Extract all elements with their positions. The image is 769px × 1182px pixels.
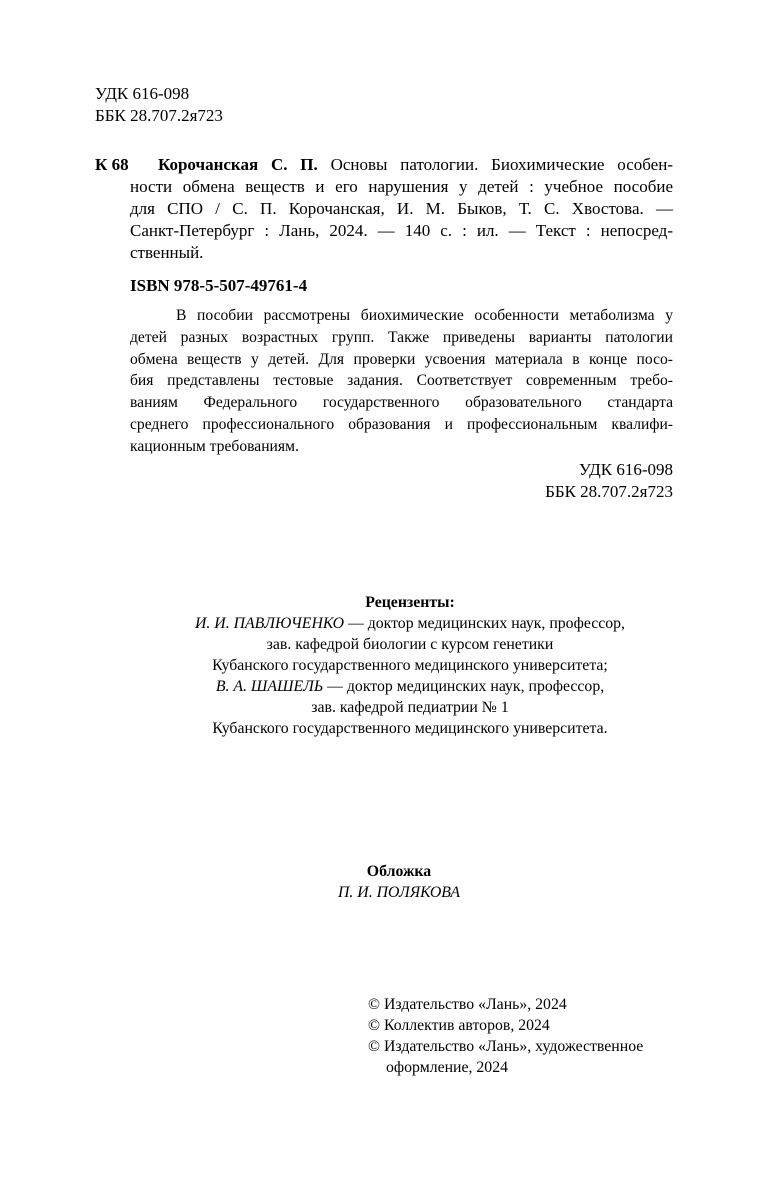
header-udk: УДК 616-098 (95, 84, 190, 103)
copyright-block (368, 994, 643, 1078)
reviewer-2-name: В. А. ШАШЕЛЬ (215, 678, 324, 695)
copyright-line: © Коллектив авторов, 2024 (368, 1017, 550, 1034)
footer-udk: УДК 616-098 (578, 460, 673, 479)
footer-bbk: ББК 28.707.2я723 (545, 482, 673, 501)
reviewer-1-name: И. И. ПАВЛЮЧЕНКО (194, 615, 345, 632)
cover-title: Обложка (366, 863, 432, 880)
cover-block (100, 861, 698, 903)
reviewers-block (100, 592, 720, 739)
reviewer-2-title: — доктор медицинских наук, профессор, (323, 678, 605, 695)
entry-line-1-rest: Основы патологии. Биохимические особен- (317, 155, 673, 174)
copyright-line: © Издательство «Лань», 2024 (368, 996, 567, 1013)
copyright-line: оформление, 2024 (386, 1059, 508, 1076)
annotation-line: ваниям Федерального государственного образовательного стандарта (130, 394, 673, 412)
entry-line-4: Санкт-Петербург : Лань, 2024. — 140 с. : ил. — Текст : непосред- (130, 221, 673, 240)
annotation-line: кационным требованиям. (130, 437, 299, 455)
reviewer-1-line-1 (100, 613, 720, 634)
annotation-line: детей разных возрастных групп. Также приведены варианты патологии (130, 328, 673, 346)
reviewers-title: Рецензенты: (365, 594, 455, 611)
entry-block (158, 154, 673, 176)
entry-line-1 (158, 154, 673, 176)
entry-line-2: ности обмена веществ и его нарушения у детей : учебное пособие (130, 177, 673, 196)
annotation-line: обмена веществ у детей. Для проверки усвоения материала в конце посо- (130, 350, 673, 368)
entry-line-5: ственный. (130, 243, 204, 262)
cover-designer: П. И. ПОЛЯКОВА (338, 884, 460, 901)
reviewer-2-line-3: Кубанского государственного медицинского университета. (212, 720, 608, 737)
annotation-line: бия представлены тестовые задания. Соответствует современным требо- (130, 372, 673, 390)
copyright-line: © Издательство «Лань», художественное (368, 1038, 644, 1055)
reviewer-1-title: — доктор медицинских наук, профессор, (344, 615, 625, 632)
reviewer-1-line-2: зав. кафедрой биологии с курсом генетики (266, 636, 554, 653)
reviewer-2-line-1 (100, 676, 720, 697)
entry-author: Корочанская С. П. (158, 155, 318, 174)
header-bbk: ББК 28.707.2я723 (95, 106, 223, 125)
annotation (130, 305, 673, 458)
annotation-line: среднего профессионального образования и профессиональным квалифи- (130, 415, 673, 433)
entry-cont (130, 176, 673, 264)
reviewer-2-line-2: зав. кафедрой педиатрии № 1 (311, 699, 509, 716)
entry-code: К 68 (95, 155, 129, 174)
entry-line-3: для СПО / С. П. Корочанская, И. М. Быков, Т. С. Хвостова. — (130, 199, 673, 218)
annotation-line: В пособии рассмотрены биохимические особенности метаболизма у (176, 307, 673, 324)
isbn: ISBN 978-5-507-49761-4 (130, 276, 308, 295)
reviewer-1-line-3: Кубанского государственного медицинского университета; (212, 657, 608, 674)
